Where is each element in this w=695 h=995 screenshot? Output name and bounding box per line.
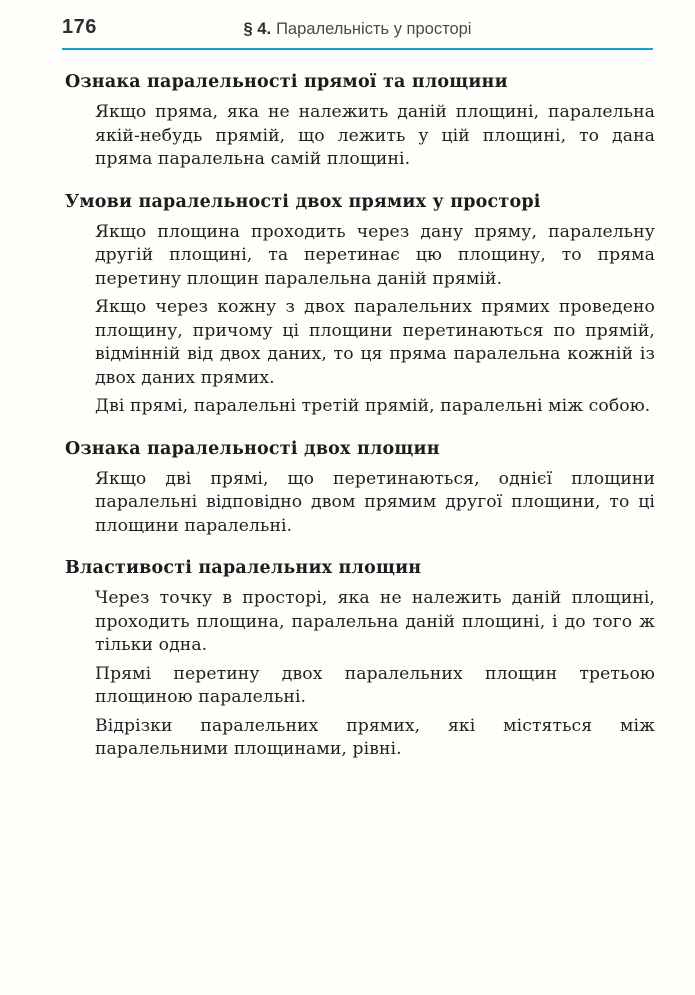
running-title bbox=[62, 20, 653, 39]
page-header bbox=[62, 16, 653, 50]
paragraph: Якщо через кожну з двох паралельних прямих проведено площину, причому ці площини перетинаються по прямій, відмінній від двох даних, то ця пряма паралельна кожній із двох даних прямих. bbox=[95, 297, 655, 388]
page-content bbox=[65, 71, 655, 762]
paragraph: Якщо площина проходить через дану пряму, паралельну другій площині, та перетинає цю площину, то пряма перетину площин паралельна даній прямій. bbox=[95, 221, 655, 289]
paragraph: Прямі перетину двох паралельних площин третьою площиною паралельні. bbox=[95, 663, 655, 707]
paragraph: Якщо дві прямі, що перетинаються, однієї площини паралельні відповідно двом прямим другої площини, то ці площини паралельні. bbox=[95, 468, 655, 536]
section-heading: Ознака паралельності прямої та площини bbox=[65, 72, 508, 92]
page-number: 176 bbox=[62, 16, 97, 38]
content-section bbox=[65, 557, 655, 762]
section-heading: Властивості паралельних площин bbox=[65, 558, 422, 578]
section-heading: Умови паралельності двох прямих у просторі bbox=[65, 191, 541, 212]
paragraph: Якщо пряма, яка не належить даній площині, паралельна якій-небудь прямій, що лежить у цій площині, то дана пряма паралельна самій площині. bbox=[95, 102, 655, 169]
content-section bbox=[65, 71, 655, 172]
content-section bbox=[65, 438, 655, 539]
paragraph: Через точку в просторі, яка не належить даній площині, проходить площина, паралельна даній площині, і до того ж тільки одна. bbox=[95, 588, 655, 655]
section-title: Паралельність у просторі bbox=[276, 20, 472, 38]
section-heading: Ознака паралельності двох площин bbox=[65, 438, 440, 459]
content-section bbox=[65, 191, 655, 419]
paragraph: Дві прямі, паралельні третій прямій, паралельні між собою. bbox=[95, 396, 651, 416]
section-label: § 4. bbox=[243, 20, 272, 38]
paragraph: Відрізки паралельних прямих, які містяться між паралельними площинами, рівні. bbox=[95, 715, 655, 759]
